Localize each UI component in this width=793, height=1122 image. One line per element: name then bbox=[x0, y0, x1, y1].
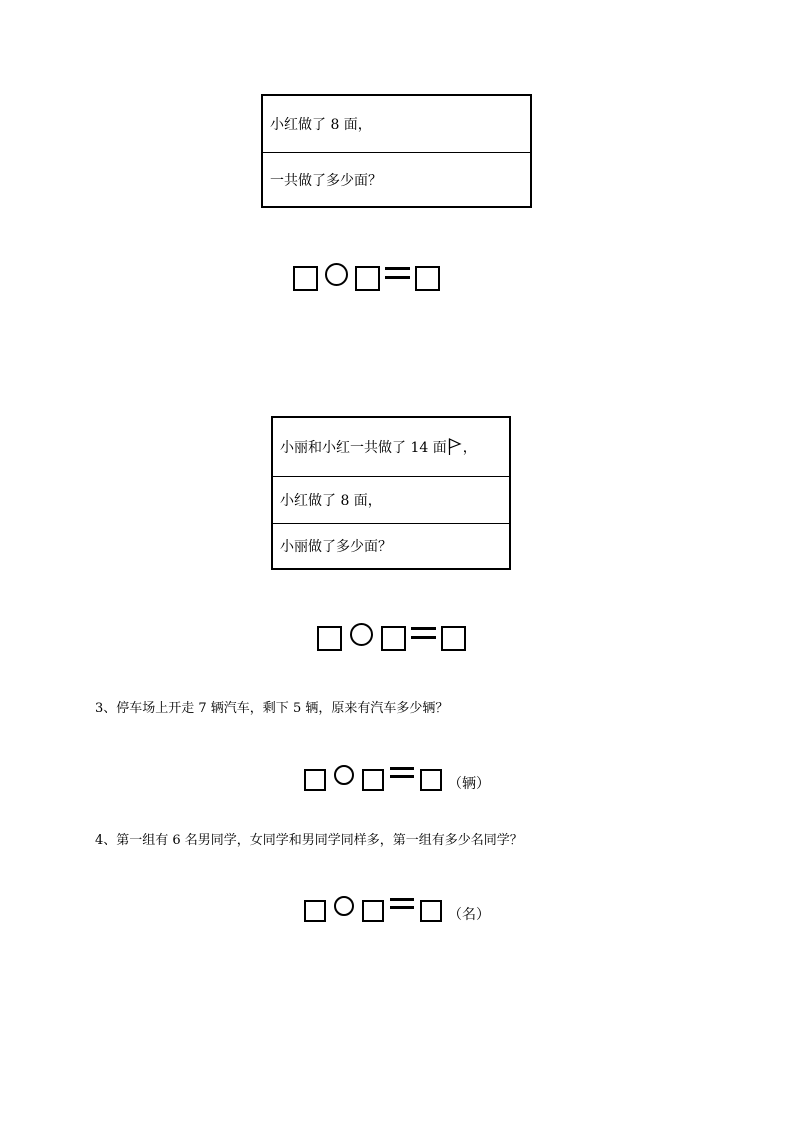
info-text: 小丽和小红一共做了 14 面 bbox=[280, 440, 447, 456]
equation-template-2 bbox=[317, 623, 466, 651]
info-row bbox=[273, 418, 509, 476]
operator-circle[interactable] bbox=[350, 623, 373, 646]
question-3: 3、停车场上开走 7 辆汽车，剩下 5 辆，原来有汽车多少辆？ bbox=[95, 701, 449, 716]
answer-box[interactable] bbox=[355, 266, 380, 291]
question-4: 4、第一组有 6 名男同学，女同学和男同学同样多，第一组有多少名同学？ bbox=[95, 833, 523, 848]
info-row bbox=[263, 96, 530, 152]
info-text-tail: ， bbox=[462, 440, 477, 456]
info-box-1 bbox=[261, 94, 532, 208]
info-text: 小红做了 8 面， bbox=[270, 117, 372, 133]
flag-icon bbox=[448, 438, 462, 456]
answer-box[interactable] bbox=[362, 900, 384, 922]
operator-circle[interactable] bbox=[325, 263, 348, 286]
question-text: 一共做了多少面？ bbox=[270, 172, 382, 189]
answer-box[interactable] bbox=[441, 626, 466, 651]
info-row bbox=[273, 523, 509, 568]
equation-template-3 bbox=[304, 765, 490, 791]
answer-box[interactable] bbox=[381, 626, 406, 651]
answer-box[interactable] bbox=[293, 266, 318, 291]
info-box-2 bbox=[271, 416, 511, 570]
equals-sign bbox=[385, 267, 410, 279]
equals-sign bbox=[390, 767, 414, 778]
info-row bbox=[273, 476, 509, 523]
operator-circle[interactable] bbox=[334, 765, 354, 785]
equation-template-4 bbox=[304, 896, 490, 922]
answer-box[interactable] bbox=[304, 900, 326, 922]
info-row bbox=[263, 152, 530, 206]
unit-label: （辆） bbox=[448, 776, 490, 792]
answer-box[interactable] bbox=[362, 769, 384, 791]
answer-box[interactable] bbox=[415, 266, 440, 291]
equals-sign bbox=[390, 898, 414, 909]
answer-box[interactable] bbox=[420, 769, 442, 791]
operator-circle[interactable] bbox=[334, 896, 354, 916]
equation-template-1 bbox=[293, 263, 440, 291]
equals-sign bbox=[411, 627, 436, 639]
answer-box[interactable] bbox=[304, 769, 326, 791]
answer-box[interactable] bbox=[420, 900, 442, 922]
unit-label: （名） bbox=[448, 907, 490, 923]
info-text: 小红做了 8 面， bbox=[280, 493, 382, 509]
question-text: 小丽做了多少面？ bbox=[280, 539, 392, 555]
answer-box[interactable] bbox=[317, 626, 342, 651]
